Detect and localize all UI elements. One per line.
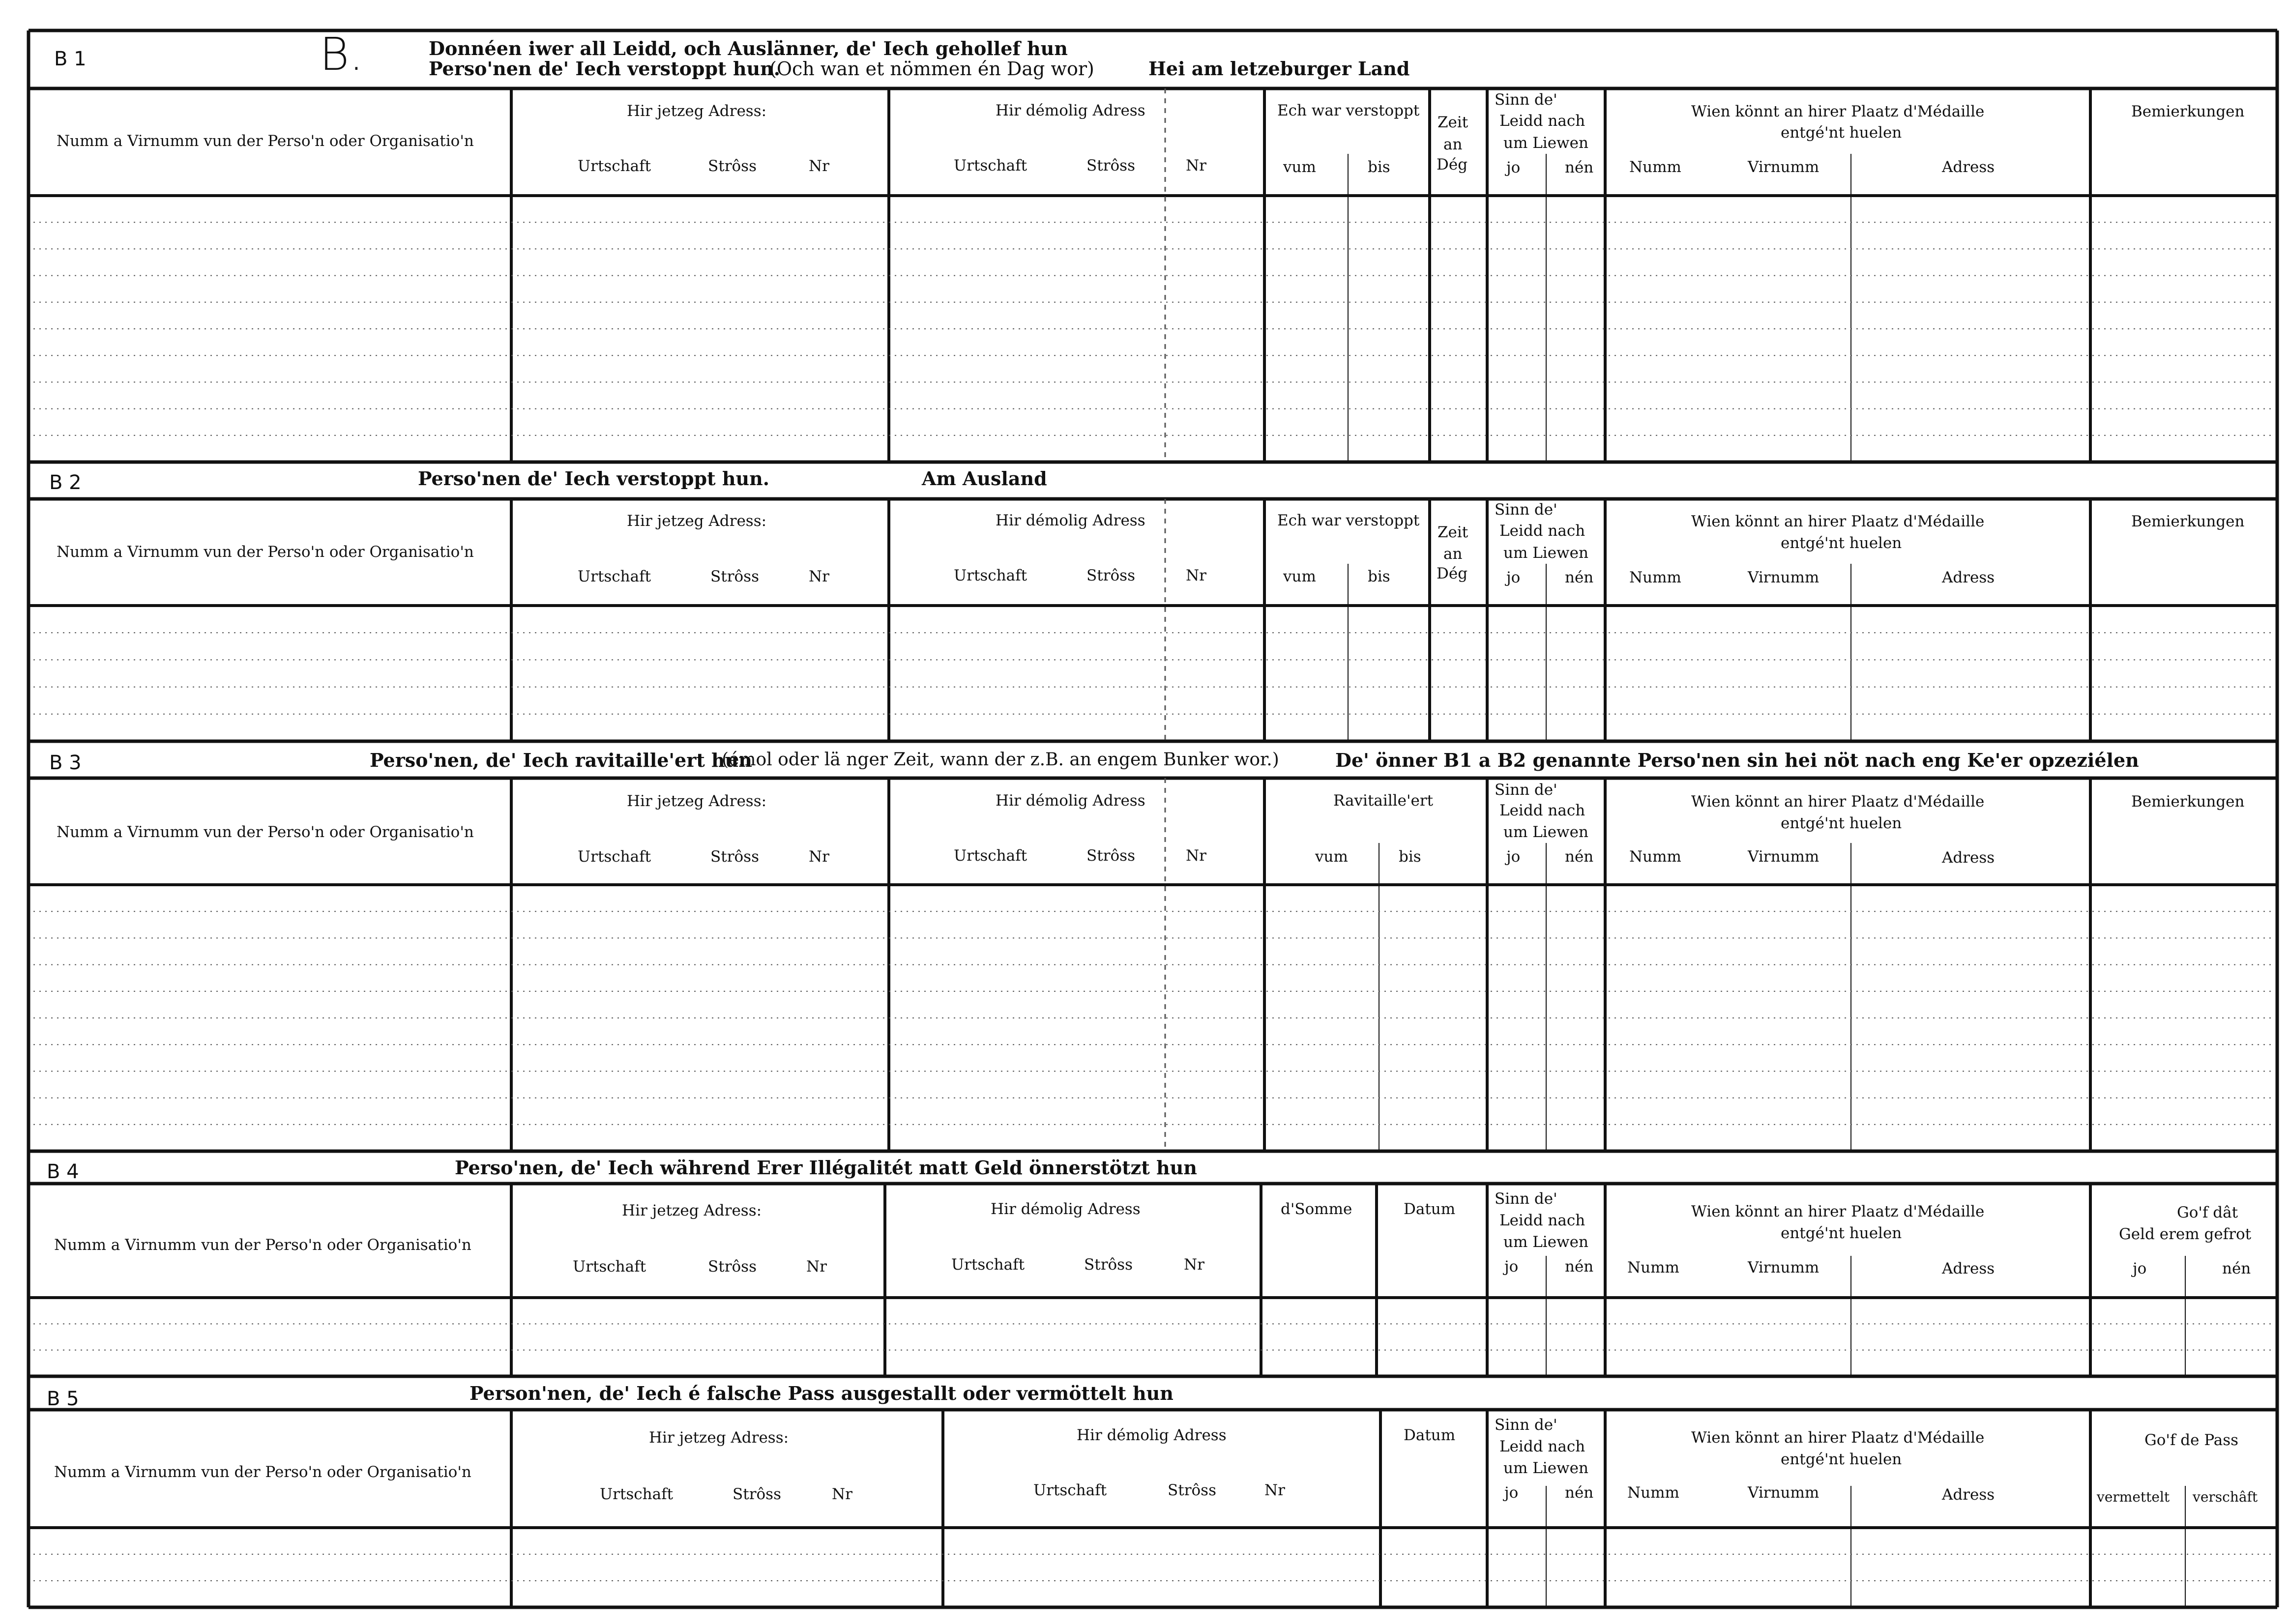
b4-medal-1: Wien könnt an hirer Plaatz d'Médaille [1691,1203,1985,1220]
b2-name-header: Numm a Virnumm vun der Perso'n oder Organisatio'n [57,543,474,561]
b4-repay-1: Go'f dât [2177,1204,2238,1221]
b2-current-address-header: Hir jetzeg Adress: [627,512,767,530]
b2-medal-first: Virnumm [1748,569,1819,586]
b1-street: Strôss [708,157,757,175]
b3-from: vum [1315,848,1348,866]
b2-place: Am Ausland [922,467,1047,490]
b5-street: Strôss [733,1485,781,1503]
b4-sum-header: d'Somme [1281,1200,1352,1218]
b2-title: Perso'nen de' Iech verstoppt hun. [418,467,769,490]
b4-sick-2: Leidd nach [1499,1212,1585,1229]
b2-days-1: Zeit [1438,523,1468,541]
b5-name-header: Numm a Virnumm vun der Perso'n oder Organisatio'n [54,1463,471,1481]
b1-days-2: an [1443,136,1463,153]
b5-medal-name: Numm [1627,1484,1679,1502]
b2-sick-1: Sinn de' [1495,501,1557,519]
b5-nr: Nr [832,1485,852,1503]
section-id-b1: B 1 [54,48,87,70]
b4-medal-addr: Adress [1942,1260,1995,1277]
b2-sick-3: um Liewen [1503,544,1588,562]
b3-title-tail: De' önner B1 a B2 genannte Perso'nen sin hei nöt nach eng Ke'er opzeziélen [1335,749,2139,771]
b5-sick-2: Leidd nach [1499,1438,1585,1455]
b1-sick-3: um Liewen [1503,134,1588,152]
b3-street: Strôss [710,848,759,866]
b2-street: Strôss [710,568,759,585]
b2-to: bis [1368,568,1390,585]
section-id-b2: B 2 [49,471,82,494]
b5-medal-addr: Adress [1942,1486,1995,1504]
b4-medal-name: Numm [1627,1259,1679,1276]
b5-former-nr: Nr [1264,1481,1285,1499]
b2-sick-2: Leidd nach [1499,522,1585,540]
section-letter: B. [320,28,364,81]
b5-pass-header: Go'f de Pass [2144,1431,2239,1449]
b1-current-address-header: Hir jetzeg Adress: [627,102,767,120]
b1-medal-name: Numm [1629,158,1681,176]
b5-yes: jo [1504,1484,1519,1502]
b2-remarks: Bemierkungen [2131,513,2245,530]
b2-days-2: an [1443,545,1463,563]
b5-sick-1: Sinn de' [1495,1416,1557,1434]
b3-sick-1: Sinn de' [1495,781,1557,799]
section-id-b3: B 3 [49,752,82,774]
b4-sick-1: Sinn de' [1495,1190,1557,1208]
b2-town: Urtschaft [578,568,651,585]
b4-repay-no: nén [2222,1260,2251,1277]
b2-days-3: Dég [1437,565,1468,582]
b2-former-street: Strôss [1086,567,1135,584]
b3-note: (émol oder lä nger Zeit, wann der z.B. an engem Bunker wor.) [722,750,1279,770]
b1-former-street: Strôss [1086,157,1135,174]
b1-former-nr: Nr [1186,157,1206,174]
b5-medal-first: Virnumm [1748,1484,1819,1502]
b3-former-town: Urtschaft [954,847,1027,865]
b1-to: bis [1368,158,1390,176]
b3-remarks: Bemierkungen [2131,793,2245,811]
b4-yes: jo [1504,1258,1519,1276]
b1-remarks: Bemierkungen [2131,103,2245,120]
section-id-b4: B 4 [47,1160,79,1183]
b3-sick-2: Leidd nach [1499,802,1585,819]
b4-medal-first: Virnumm [1748,1259,1819,1276]
b5-medal-2: entgé'nt huelen [1781,1450,1902,1468]
b2-medal-addr: Adress [1942,569,1995,586]
b3-former-street: Strôss [1086,847,1135,865]
b4-sick-3: um Liewen [1503,1233,1588,1251]
b3-name-header: Numm a Virnumm vun der Perso'n oder Organisatio'n [57,823,474,841]
b2-no: nén [1565,569,1594,586]
b3-medal-first: Virnumm [1748,848,1819,866]
b1-medal-addr: Adress [1942,158,1995,176]
b3-medal-2: entgé'nt huelen [1781,814,1902,832]
b1-hidden-header: Ech war verstoppt [1277,102,1420,119]
b5-town: Urtschaft [600,1485,674,1503]
section-id-b5: B 5 [47,1388,79,1410]
b2-medal-name: Numm [1629,569,1681,586]
b5-medal-1: Wien könnt an hirer Plaatz d'Médaille [1691,1429,1985,1447]
b2-former-address-header: Hir démolig Adress [996,512,1145,529]
b3-town: Urtschaft [578,848,651,866]
b2-medal-2: entgé'nt huelen [1781,534,1902,552]
b3-no: nén [1565,848,1594,866]
b4-nr: Nr [806,1258,827,1276]
b5-title: Person'nen, de' Iech é falsche Pass ausgestallt oder vermöttelt hun [470,1382,1174,1404]
b1-town: Urtschaft [578,157,651,175]
b3-former-address-header: Hir démolig Adress [996,792,1145,810]
b3-medal-1: Wien könnt an hirer Plaatz d'Médaille [1691,793,1985,811]
b1-nr: Nr [809,157,829,175]
b4-former-nr: Nr [1184,1256,1204,1274]
b4-no: nén [1565,1258,1594,1276]
b1-from: vum [1283,158,1316,176]
b2-from: vum [1283,568,1316,585]
b3-medal-name: Numm [1629,848,1681,866]
b3-sick-3: um Liewen [1503,823,1588,841]
b1-medal-2: entgé'nt huelen [1781,124,1902,142]
b1-name-header: Numm a Virnumm vun der Perso'n oder Organisatio'n [57,132,474,150]
b3-to: bis [1399,848,1421,866]
b1-medal-1: Wien könnt an hirer Plaatz d'Médaille [1691,103,1985,120]
b4-current-address-header: Hir jetzeg Adress: [622,1202,762,1219]
b1-title-line-1: Donnéen iwer all Leidd, och Auslänner, de' Iech gehollef hun [429,37,1068,59]
b1-title-line-2: Perso'nen de' Iech verstoppt hun. [429,58,780,80]
b4-town: Urtschaft [573,1258,646,1276]
b4-street: Strôss [708,1258,757,1276]
b5-pass-issued: verschâft [2193,1489,2258,1505]
b5-no: nén [1565,1484,1594,1502]
b3-yes: jo [1506,848,1521,866]
b1-yes: jo [1506,159,1521,176]
b2-nr: Nr [809,568,829,585]
b3-ravitailleert-header: Ravitaille'ert [1333,792,1434,810]
b1-days-3: Dég [1437,156,1468,174]
b3-title: Perso'nen, de' Iech ravitaille'ert hun [370,749,752,771]
b1-former-town: Urtschaft [954,157,1027,174]
b3-medal-addr: Adress [1942,849,1995,867]
b2-yes: jo [1506,569,1521,586]
b1-title-note: (Och wan et nömmen én Dag wor) [769,58,1094,80]
b4-repay-yes: jo [2133,1260,2147,1277]
b3-former-nr: Nr [1186,847,1206,865]
b1-no: nén [1565,159,1594,176]
b4-former-street: Strôss [1084,1256,1133,1274]
b3-current-address-header: Hir jetzeg Adress: [627,792,767,810]
b4-title: Perso'nen, de' Iech während Erer Illégalitét matt Geld önnerstötzt hun [455,1157,1197,1179]
b4-name-header: Numm a Virnumm vun der Perso'n oder Organisatio'n [54,1236,471,1254]
b5-former-street: Strôss [1168,1481,1216,1499]
b2-former-nr: Nr [1186,567,1206,584]
b1-former-address-header: Hir démolig Adress [996,102,1145,119]
b1-sick-1: Sinn de' [1495,91,1557,109]
b1-sick-2: Leidd nach [1499,112,1585,130]
b5-date-header: Datum [1404,1426,1456,1444]
b4-former-town: Urtschaft [951,1256,1025,1274]
b4-date-header: Datum [1404,1200,1456,1218]
b1-days-1: Zeit [1438,114,1468,131]
b5-former-town: Urtschaft [1033,1481,1107,1499]
b5-sick-3: um Liewen [1503,1459,1588,1477]
b4-repay-2: Geld erem gefrot [2119,1225,2252,1243]
b2-former-town: Urtschaft [954,567,1027,584]
b4-medal-2: entgé'nt huelen [1781,1224,1902,1242]
b4-former-address-header: Hir démolig Adress [991,1200,1141,1218]
b5-pass-mediated: vermettelt [2097,1489,2170,1505]
b3-nr: Nr [809,848,829,866]
b1-medal-first: Virnumm [1748,158,1819,176]
b5-former-address-header: Hir démolig Adress [1077,1426,1227,1444]
b1-title-place: Hei am letzeburger Land [1148,58,1410,80]
b2-hidden-header: Ech war verstoppt [1277,512,1420,529]
b2-medal-1: Wien könnt an hirer Plaatz d'Médaille [1691,513,1985,530]
b5-current-address-header: Hir jetzeg Adress: [649,1429,789,1447]
